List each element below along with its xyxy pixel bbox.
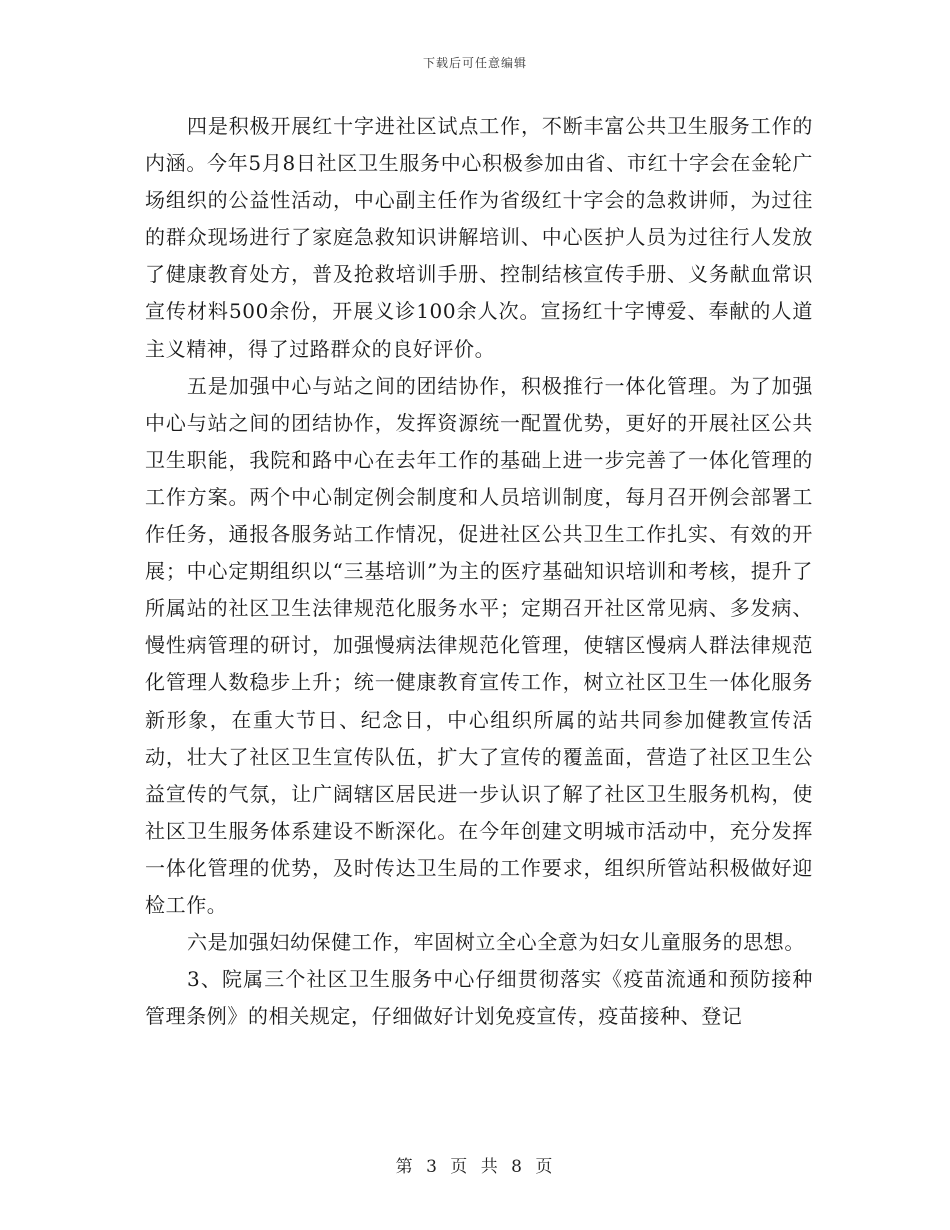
paragraph-vaccination: 3、院属三个社区卫生服务中心仔细贯彻落实《疫苗流通和预防接种管理条例》的相关规定，仔细做好计划免疫宣传，疫苗接种、登记 <box>145 967 813 1029</box>
paragraph-red-cross: 四是积极开展红十字进社区试点工作，不断丰富公共卫生服务工作的内涵。今年5月8日社区卫生服务中心积极参加由省、市红十字会在金轮广场组织的公益性活动，中心副主任作为省级红十字会的急救讲师，为过往的群众现场进行了家庭急救知识讲解培训、中心医护人员为过往行人发放了健康教育处方，普及抢救培训手册、控制结核宣传手册、义务献血常识宣传材料500余份，开展义诊100余人次。宣扬红十字博爱、奉献的人道主义精神，得了过路群众的良好评价。 <box>145 114 813 361</box>
paragraph-integration-management: 五是加强中心与站之间的团结协作，积极推行一体化管理。为了加强中心与站之间的团结协作，发挥资源统一配置优势，更好的开展社区公共卫生职能，我院和路中心在去年工作的基础上进一步完善了一体化管理的工作方案。两个中心制定例会制度和人员培训制度，每月召开例会部署工作任务，通报各服务站工作情况，促进社区公共卫生工作扎实、有效的开展；中心定期组织以“三基培训”为主的医疗基础知识培训和考核，提升了所属站的社区卫生法律规范化服务水平；定期召开社区常见病、多发病、慢性病管理的研讨，加强慢病法律规范化管理，使辖区慢病人群法律规范化管理人数稳步上升；统一健康教育宣传工作，树立社区卫生一体化服务新形象，在重大节日、纪念日，中心组织所属的站共同参加健教宣传活动，壮大了社区卫生宣传队伍，扩大了宣传的覆盖面，营造了社区卫生公益宣传的气氛，让广阔辖区居民进一步认识了解了社区卫生服务机构，使社区卫生服务体系建设不断深化。在今年创建文明城市活动中，充分发挥一体化管理的优势，及时传达卫生局的工作要求，组织所管站积极做好迎检工作。 <box>145 373 813 917</box>
document-body <box>145 108 813 1035</box>
page-number-footer: 第 3 页 共 8 页 <box>395 1157 555 1177</box>
page-header-note: 下载后可任意编辑 <box>422 56 527 70</box>
paragraph-maternal-child-health: 六是加强妇幼保健工作，牢固树立全心全意为妇女儿童服务的思想。 <box>187 930 805 955</box>
